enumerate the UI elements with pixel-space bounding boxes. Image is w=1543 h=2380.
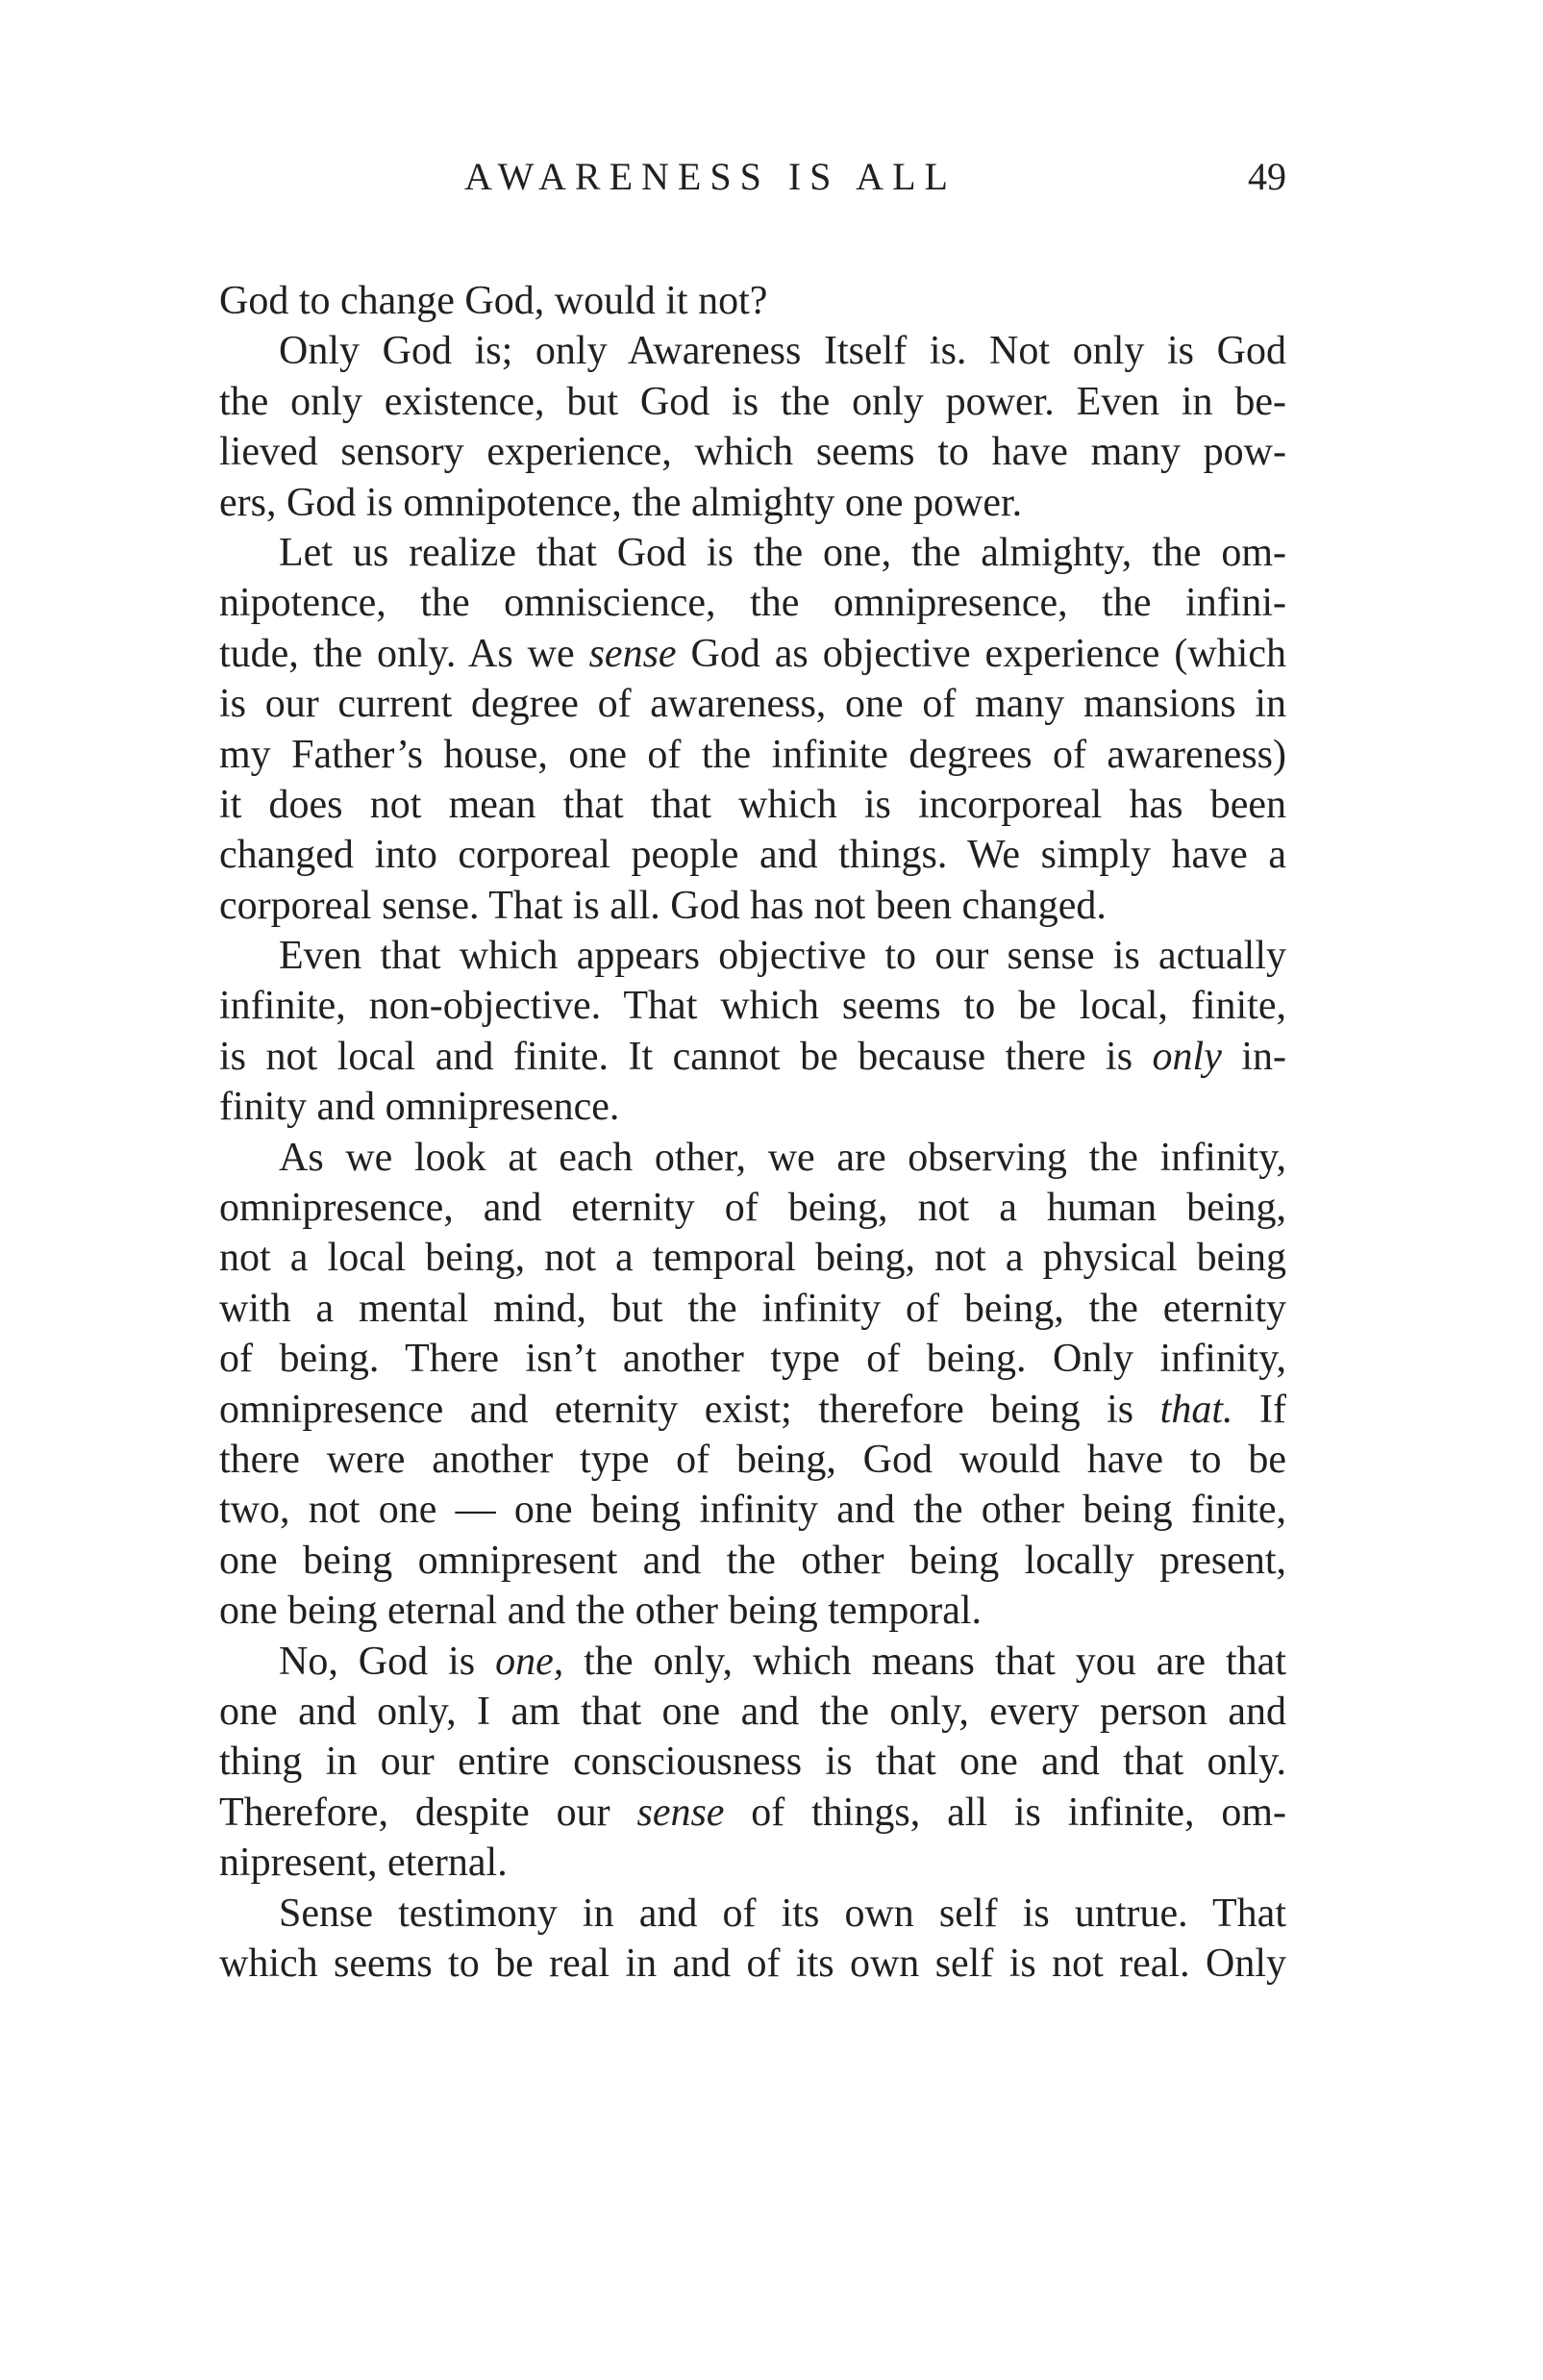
- text-line: nipresent, eternal.: [219, 1841, 508, 1886]
- text-line: Let us realize that God is the one, the almighty, the om-: [279, 530, 1286, 575]
- text-line: my Father’s house, one of the infinite degrees of awareness): [219, 732, 1286, 777]
- text-run: If: [1232, 1387, 1286, 1432]
- text-line: with a mental mind, but the infinity of being, the eternity: [219, 1286, 1286, 1331]
- text-line: one and only, I am that one and the only, every person and: [219, 1689, 1286, 1734]
- text-line: one being eternal and the other being temporal.: [219, 1589, 983, 1634]
- text-line: Only God is; only Awareness Itself is. Not only is God: [279, 329, 1286, 374]
- text-line: [219, 629, 1286, 679]
- text-line: omnipresence, and eternity of being, not a human being,: [219, 1186, 1286, 1231]
- text-line: two, not one — one being infinity and the other being finite,: [219, 1488, 1286, 1533]
- text-line: [219, 1385, 1286, 1435]
- text-line: lieved sensory experience, which seems to have many pow-: [219, 430, 1286, 475]
- text-run: God as objective experience (which: [676, 631, 1286, 676]
- running-title: AWARENESS IS ALL: [464, 155, 957, 198]
- text-line: Sense testimony in and of its own self is untrue. That: [279, 1891, 1286, 1936]
- emphasis: sense: [588, 631, 677, 676]
- emphasis: only: [1152, 1034, 1222, 1079]
- text-line: Even that which appears objective to our sense is actually: [279, 934, 1286, 979]
- text-line: one being omnipresent and the other being locally present,: [219, 1538, 1286, 1583]
- text-line: not a local being, not a temporal being, not a physical being: [219, 1236, 1286, 1281]
- text-line: [219, 1637, 1286, 1687]
- text-line: infinite, non-objective. That which seems to be local, finite,: [219, 984, 1286, 1029]
- text-run: No, God is: [279, 1639, 496, 1684]
- text-line: corporeal sense. That is all. God has not been changed.: [219, 883, 1107, 928]
- text-line: of being. There isn’t another type of being. Only infinity,: [219, 1337, 1286, 1382]
- text-run: of things, all is infinite, om-: [724, 1790, 1287, 1835]
- text-run: the only, which means that you are that: [563, 1639, 1286, 1684]
- text-line: is our current degree of awareness, one of many mansions in: [219, 682, 1286, 727]
- text-run: omnipresence and eternity exist; therefore being is: [219, 1387, 1160, 1432]
- text-run: tude, the only. As we: [219, 631, 589, 676]
- emphasis: that.: [1159, 1387, 1233, 1432]
- text-line: there were another type of being, God would have to be: [219, 1437, 1286, 1482]
- text-line: it does not mean that that which is incorporeal has been: [219, 782, 1286, 827]
- text-line: [219, 1032, 1286, 1082]
- emphasis: sense: [636, 1790, 725, 1835]
- text-run: Therefore, despite our: [219, 1790, 637, 1835]
- text-line: nipotence, the omniscience, the omnipresence, the infini-: [219, 581, 1286, 626]
- text-run: in-: [1221, 1034, 1287, 1079]
- text-line: the only existence, but God is the only power. Even in be-: [219, 379, 1286, 424]
- text-line: [219, 1788, 1286, 1838]
- text-line: thing in our entire consciousness is that one and that only.: [219, 1740, 1286, 1785]
- text-run: is not local and finite. It cannot be because there is: [219, 1034, 1153, 1079]
- page-header: [219, 154, 1286, 212]
- text-line: changed into corporeal people and things. We simply have a: [219, 833, 1286, 878]
- text-line: finity and omnipresence.: [219, 1085, 620, 1130]
- text-line: which seems to be real in and of its own self is not real. Only: [219, 1941, 1286, 1986]
- page-number: 49: [1248, 155, 1286, 198]
- emphasis: one,: [495, 1639, 564, 1684]
- text-line: As we look at each other, we are observing the infinity,: [279, 1135, 1286, 1180]
- text-line: ers, God is omnipotence, the almighty one power.: [219, 480, 1023, 525]
- text-line: God to change God, would it not?: [219, 279, 768, 323]
- body-text: [219, 276, 1286, 1989]
